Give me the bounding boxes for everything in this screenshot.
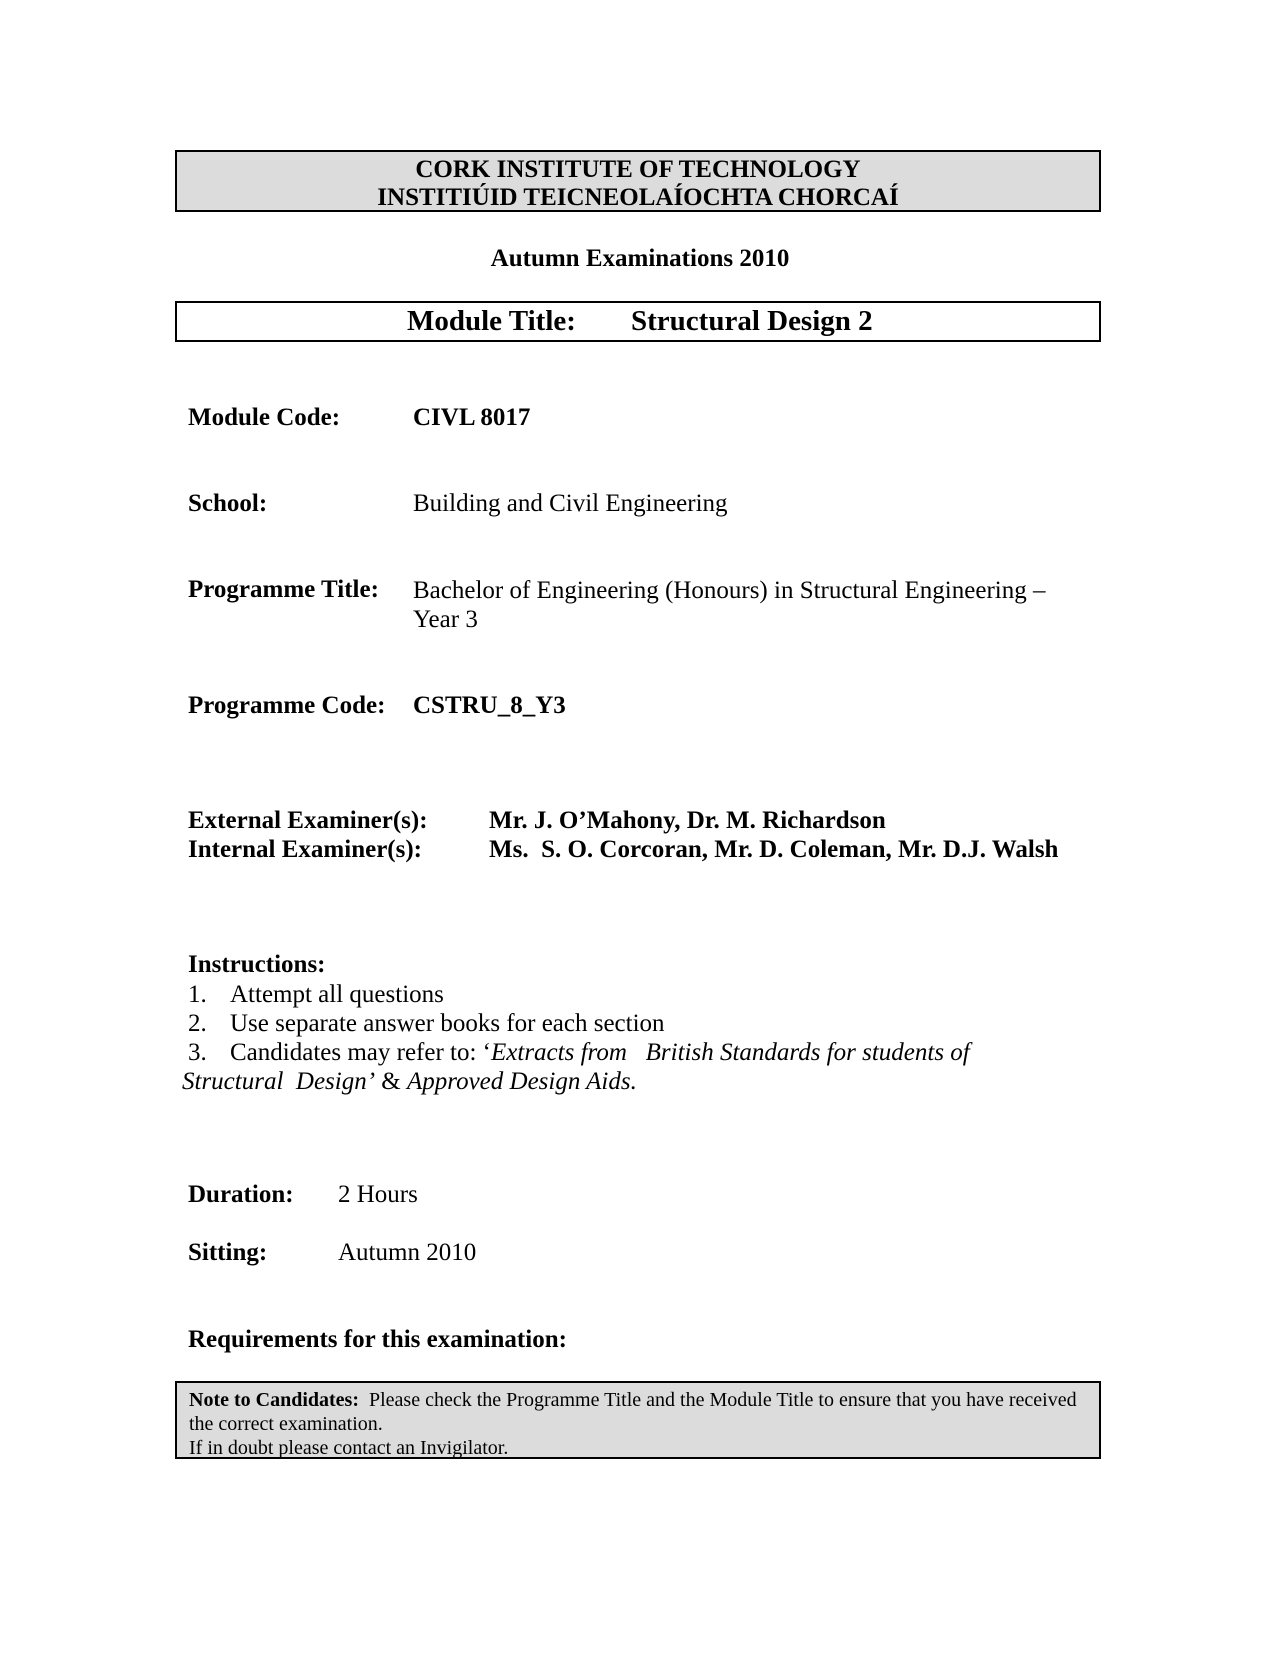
module-code-label: Module Code: xyxy=(188,404,341,431)
instruction-item-continuation xyxy=(146,1067,1088,1096)
note-body: Please check the Programme Title and the Module Title to ensure that you have received the correct examination. xyxy=(189,1389,1082,1435)
instruction-number: 1. xyxy=(188,981,207,1008)
instructions-heading: Instructions: xyxy=(188,951,326,978)
instruction-text: & xyxy=(375,1068,407,1095)
instruction-reference-aids: Approved Design Aids. xyxy=(407,1068,637,1095)
instruction-item xyxy=(188,980,1088,1009)
programme-code-label: Programme Code: xyxy=(188,692,386,719)
module-code-value: CIVL 8017 xyxy=(413,404,531,431)
sitting-label: Sitting: xyxy=(188,1239,268,1266)
instruction-item xyxy=(188,1009,1088,1038)
programme-title-line: Bachelor of Engineering (Honours) in Structural Engineering – xyxy=(413,577,1046,604)
institution-name-english: CORK INSTITUTE OF TECHNOLOGY xyxy=(415,156,861,183)
institution-header xyxy=(175,150,1101,212)
module-title-value: Structural Design 2 xyxy=(631,305,873,337)
instruction-number: 2. xyxy=(188,1010,207,1037)
instruction-reference-title: Extracts from British Standards for students of xyxy=(491,1039,970,1066)
school-label: School: xyxy=(188,490,268,517)
note-line: If in doubt please contact an Invigilator. xyxy=(189,1437,509,1459)
external-examiner-label: External Examiner(s): xyxy=(188,807,428,834)
note-label: Note to Candidates: xyxy=(189,1389,359,1411)
instructions-list xyxy=(182,980,1088,1096)
duration-label: Duration: xyxy=(188,1181,294,1208)
programme-title-value xyxy=(413,576,1045,634)
instruction-reference-title: Structural Design’ xyxy=(182,1068,376,1095)
module-title-label: Module Title: xyxy=(407,305,576,337)
instruction-text: Attempt all questions xyxy=(230,981,444,1008)
instruction-item xyxy=(188,1038,1088,1067)
institution-name-irish: INSTITIÚID TEICNEOLAÍOCHTA CHORCAÍ xyxy=(377,184,899,211)
programme-title-label: Programme Title: xyxy=(188,576,379,603)
internal-examiner-value: Ms. S. O. Corcoran, Mr. D. Coleman, Mr. D.J. Walsh xyxy=(489,836,1059,863)
module-title-box xyxy=(175,301,1101,342)
note-to-candidates-box xyxy=(175,1381,1101,1459)
internal-examiner-label: Internal Examiner(s): xyxy=(188,836,422,863)
requirements-heading: Requirements for this examination: xyxy=(188,1326,567,1353)
exam-session: Autumn Examinations 2010 xyxy=(490,245,790,272)
school-value: Building and Civil Engineering xyxy=(413,490,728,517)
note-text xyxy=(189,1388,1087,1436)
programme-code-value: CSTRU_8_Y3 xyxy=(413,692,566,719)
instruction-number: 3. xyxy=(188,1039,207,1066)
external-examiner-value: Mr. J. O’Mahony, Dr. M. Richardson xyxy=(489,807,886,834)
instruction-text: Candidates may refer to: ‘ xyxy=(230,1039,492,1066)
instruction-text: Use separate answer books for each section xyxy=(230,1010,665,1037)
duration-value: 2 Hours xyxy=(338,1181,418,1208)
sitting-value: Autumn 2010 xyxy=(338,1239,477,1266)
programme-title-line: Year 3 xyxy=(413,606,478,633)
